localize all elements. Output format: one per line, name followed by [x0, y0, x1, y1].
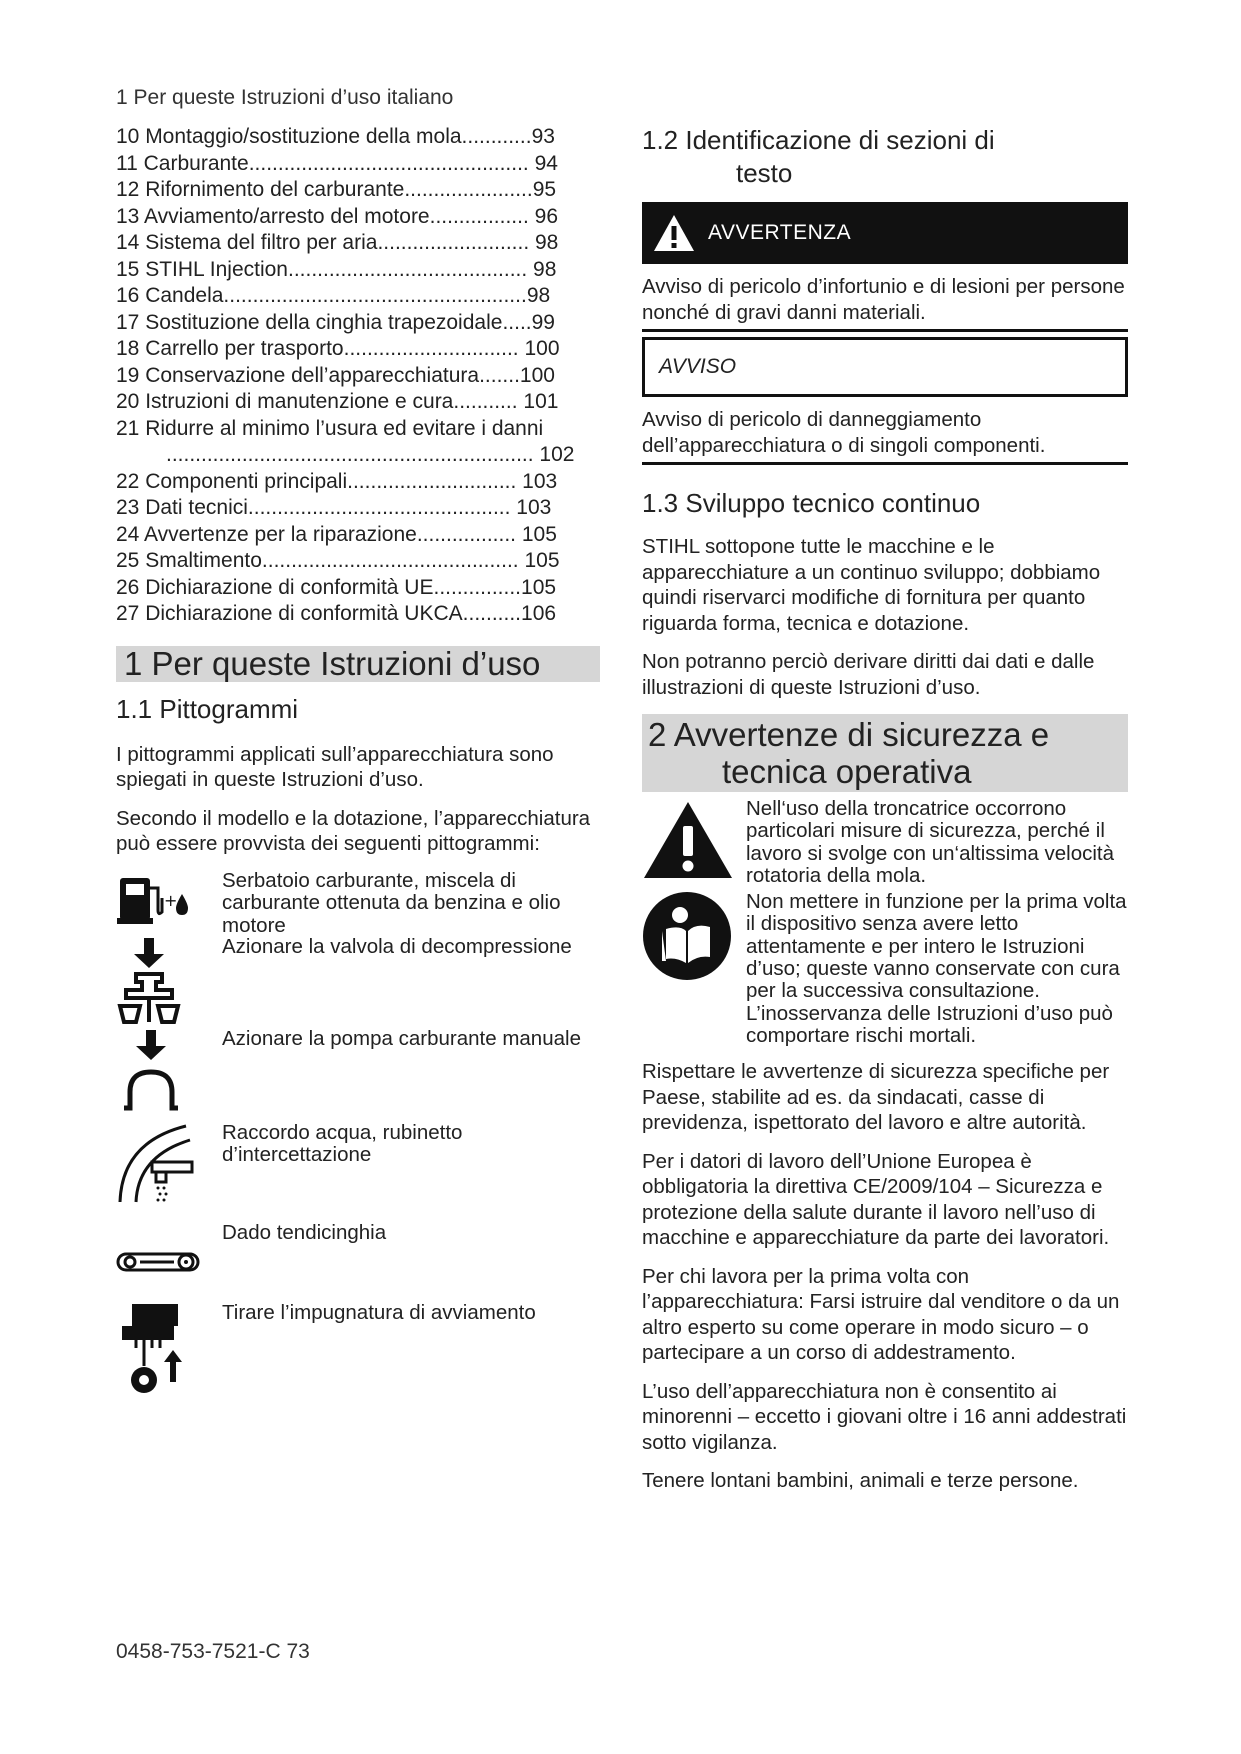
toc-row[interactable]: 22 Componenti principali............................. 103: [116, 469, 558, 493]
toc-row[interactable]: 14 Sistema del filtro per aria.......................... 98: [116, 231, 559, 254]
toc-row[interactable]: 16 Candela....................................................98: [116, 284, 551, 307]
paragraph: L’uso dell’apparecchiatura non è consentito ai minorenni – eccetto i giovani oltre i 16 anni addestrati sotto vigilanza.: [642, 1379, 1127, 1454]
notice-box: [642, 337, 1128, 397]
warning-triangle-icon: [652, 213, 696, 253]
toc-row[interactable]: 23 Dati tecnici............................................. 103: [116, 496, 552, 519]
warning-box: [642, 202, 1128, 264]
section-1-2-heading: 1.2 Identificazione di sezioni di testo: [642, 125, 995, 188]
table-of-contents: [116, 124, 606, 628]
warning-text: Avviso di pericolo d’infortunio e di lesioni per persone nonché di gravi danni materiali.: [642, 275, 1125, 324]
pictogram-item: Azionare la pompa carburante manuale: [116, 1028, 606, 1122]
pictogram-item: Tirare l’impugnatura di avviamento: [116, 1302, 606, 1402]
pictogram-item: + Serbatoio carburante, miscela di carburante ottenuta da benzina e olio motore: [116, 870, 606, 936]
paragraph: Secondo il modello e la dotazione, l’apparecchiatura può essere provvista dei seguenti pittogrammi:: [116, 806, 591, 855]
section-1-3-heading: 1.3 Sviluppo tecnico continuo: [642, 488, 981, 518]
safety-note: Non mettere in funzione per la prima volta il dispositivo senza avere letto attentamente e per intero le Istruzioni d’uso; queste vanno conservate con cura per la successiva consultazione. L’inosservanza delle Istruzioni d’uso può comportare rischi mortali.: [642, 891, 1128, 1047]
paragraph: Per i datori di lavoro dell’Unione Europea è obbligatoria la direttiva CE/2009/104 – Sicurezza e protezione della salute durante il lavoro nell’uso di macchine e apparecchiature da parte dei lavoratori.: [642, 1149, 1110, 1250]
toc-row[interactable]: 21 Ridurre al minimo l’usura ed evitare i danni: [116, 416, 544, 440]
safety-note: Nell‘uso della troncatrice occorrono particolari misure di sicurezza, perché il lavoro si svolge con un‘altissima velocità rotatoria della mola.: [642, 798, 1128, 887]
starter-grip-icon: [116, 1302, 212, 1398]
notice-text: Avviso di pericolo di danneggiamento dell’apparecchiatura o di singoli componenti.: [642, 408, 1046, 457]
toc-row[interactable]: 17 Sostituzione della cinghia trapezoidale.....99: [116, 310, 555, 334]
section-1-1-heading: 1.1 Pittogrammi: [116, 693, 299, 724]
left-column: [116, 124, 606, 1402]
pictogram-item: Azionare la valvola di decompressione: [116, 936, 606, 1028]
svg-text:+: +: [164, 890, 178, 910]
notice-label: AVVISO: [659, 355, 737, 378]
toc-row[interactable]: 24 Avvertenze per la riparazione................. 105: [116, 522, 557, 546]
paragraph: I pittogrammi applicati sull’apparecchiatura sono spiegati in queste Istruzioni d’uso.: [116, 742, 554, 791]
read-manual-icon: [642, 891, 746, 986]
fuel-pump-icon: [116, 1028, 212, 1114]
toc-row-continuation[interactable]: ............................................................... 102: [166, 443, 575, 466]
paragraph: Non potranno perciò derivare diritti dai dati e dalle illustrazioni di queste Istruzioni d’uso.: [642, 650, 1095, 699]
toc-row[interactable]: 18 Carrello per trasporto.............................. 100: [116, 337, 560, 360]
paragraph: Tenere lontani bambini, animali e terze persone.: [642, 1469, 1079, 1493]
pictogram-item: Dado tendicinghia: [116, 1222, 606, 1284]
right-column: [642, 124, 1128, 1507]
warning-label: AVVERTENZA: [708, 221, 852, 244]
toc-row[interactable]: 26 Dichiarazione di conformità UE...............105: [116, 575, 557, 599]
toc-row[interactable]: 15 STIHL Injection......................................... 98: [116, 257, 557, 281]
toc-row[interactable]: 11 Carburante................................................ 94: [116, 151, 558, 175]
paragraph: Rispettare le avvertenze di sicurezza specifiche per Paese, stabilite ad es. da sindacati, casse di previdenza, ispettorato del lavoro e altre autorità.: [642, 1060, 1110, 1135]
toc-row[interactable]: 19 Conservazione dell’apparecchiatura.......100: [116, 363, 555, 387]
toc-row[interactable]: 12 Rifornimento del carburante......................95: [116, 178, 557, 201]
water-connection-icon: [116, 1122, 212, 1206]
divider: [642, 329, 1128, 332]
paragraph: Per chi lavora per la prima volta con l’apparecchiatura: Farsi istruire dal venditore o da un altro esperto su come operare in modo sicuro – o partecipare a un corso di addestramento.: [642, 1264, 1120, 1365]
running-header: 1 Per queste Istruzioni d’uso italiano: [116, 86, 454, 109]
toc-row[interactable]: 10 Montaggio/sostituzione della mola............93: [116, 125, 555, 148]
paragraph: STIHL sottopone tutte le macchine e le apparecchiature a un continuo sviluppo; dobbiamo quindi riservarci modifiche di fornitura per quanto riguarda forma, tecnica e dotazione.: [642, 535, 1101, 635]
section-1-heading: 1 Per queste Istruzioni d’uso: [116, 646, 600, 682]
toc-row[interactable]: 20 Istruzioni di manutenzione e cura........... 101: [116, 390, 559, 413]
divider: [642, 462, 1128, 465]
toc-row[interactable]: 25 Smaltimento............................................ 105: [116, 549, 560, 572]
belt-tensioner-icon: [116, 1222, 212, 1278]
decompression-valve-icon: [116, 936, 212, 1026]
toc-row[interactable]: 27 Dichiarazione di conformità UKCA..........106: [116, 602, 557, 625]
fuel-tank-icon: [116, 870, 212, 926]
danger-warning-icon: [642, 798, 746, 887]
toc-row[interactable]: 13 Avviamento/arresto del motore................. 96: [116, 204, 559, 228]
section-2-heading: 2 Avvertenze di sicurezza e tecnica operativa: [642, 714, 1128, 792]
footer-doc-number: 0458-753-7521-C 73: [116, 1640, 310, 1663]
pictogram-item: Raccordo acqua, rubinetto d’intercettazione: [116, 1122, 606, 1222]
